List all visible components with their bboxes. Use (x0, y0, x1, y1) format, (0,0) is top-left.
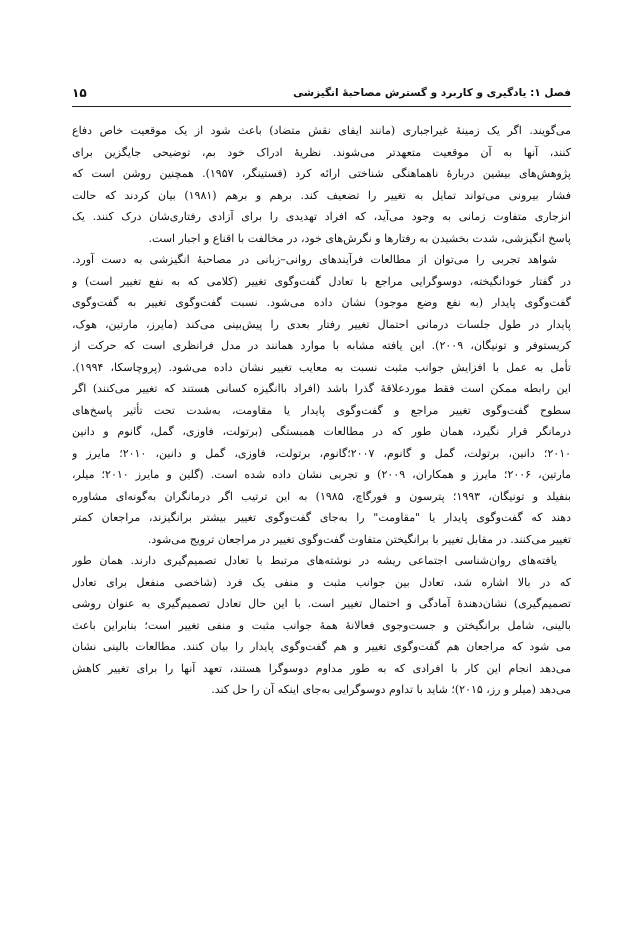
text-line: ۲۰۱۰؛ دانین، برتولت، گمل و گانوم، ۲۰۰۷؛گانوم، برتولت، فاوزی، گمل و دانین، ۲۰۱۰؛ مایرز و (72, 446, 571, 460)
text-line: این رابطه ممکن است فقط موردعلاقهٔ گذرا باشد (افراد باانگیزه کسانی هستند که تغییر می‌کنند) اگر (72, 382, 571, 395)
text-line: کنند، آنها به آن موقعیت متعهدتر می‌شوند. نظریهٔ ادراک خود بم، توضیحی جایگزین برای (72, 145, 571, 159)
text-line: پایدار در طول جلسات درمانی احتمال تغییر رفتار بعدی را پیش‌بینی می‌کند (مایرز، مارتین، هوک، (72, 317, 571, 331)
text-line: کریستوفر و تونیگان، ۲۰۰۹). این یافته مشابه با موارد همانند در مدل فرانظری است که حرکت از (72, 339, 571, 352)
text-line: بالینی، شامل برانگیختن و جست‌وجوی فعالانهٔ همهٔ جوانب مثبت و منفی تغییر است؛ بنابراین باعث (72, 618, 571, 632)
text-line: که در بالا اشاره شد، تعادل بین جوانب مثبت و منفی یک فرد (شاخصی منفعل برای تعادل (72, 575, 571, 589)
text-line: سطوح گفت‌وگوی تغییر مراجع و گفت‌وگوی پایدار یا مقاومت، به‌شدت تحت تأثیر پاسخ‌های (72, 403, 571, 417)
text-line: می شود که مراجعان هم گفت‌وگوی تغییر و هم گفت‌وگوی پایدار را بیان کنند. مطالعات بالینی نشان (72, 640, 571, 653)
page-header (72, 86, 571, 100)
text-line: تأمل به عمل با افزایش جوانب مثبت نسبت به معایب تغییر نشان داده می‌شود. (پروچاسکا، ۱۹۹۴). (72, 360, 571, 374)
text-line: در گفتار خودانگیخته، دوسوگرایی مراجع با تعادل گفت‌وگوی تغییر (کلامی که به نفع تغییر است) و (72, 274, 571, 288)
paragraph-1 (72, 120, 571, 249)
paragraph-2 (72, 249, 571, 550)
text-line: مارتین، ۲۰۰۶؛ مایرز و همکاران، ۲۰۰۹) و تجربی نشان داده شده است. (گلین و مایرز ۲۰۱۰؛ میلر، (72, 468, 571, 481)
paragraph-3 (72, 550, 571, 701)
text-line: فشار بیرونی می‌تواند تمایل به تغییر را تضعیف کند. برهم و برهم (۱۹۸۱) بیان کردند که حالت (72, 188, 571, 202)
text-line: شواهد تجربی را می‌توان از مطالعات فرآیندهای روانی–زبانی در مصاحبهٔ انگیزشی به دست آورد. (72, 253, 557, 266)
text-line: می‌دهد انجام این کار با افرادی که به طور مداوم دوسوگرا هستند، تعهد آنها را برای تغییر کاهش (72, 661, 571, 675)
running-title: فصل ۱: یادگیری و کاربرد و گسترش مصاحبهٔ انگیزشی (293, 87, 571, 99)
text-line: بنفیلد و تونیگان، ۱۹۹۳؛ پترسون و فورگاچ، ۱۹۸۵) به این ترتیب اگر درمانگران به‌گونه‌ای مشاوره (72, 489, 571, 503)
text-line: یافته‌های روان‌شناسی اجتماعی ریشه در نوشته‌های مرتبط با تعادل تصمیم‌گیری دارند. همان طور (72, 554, 557, 567)
text-line: پاسخ انگیزشی، شدت بخشیدن به رفتارها و نگرش‌های خود، در مخالفت با اقناع و اجبار است. (148, 231, 571, 245)
page-number: ۱۵ (72, 86, 87, 100)
text-line: پژوهش‌های بیشین دربارهٔ ناهماهنگی شناختی ارائه کرد (فستینگر، ۱۹۵۷). همچنین روشن است که (72, 167, 571, 180)
text-line: تغییر می‌کنند. در مقابل تغییر با برانگیختن متفاوت گفت‌وگوی تغییر در مراجعان ترویج می‌شود. (147, 532, 571, 546)
text-line: می‌گویند. اگر یک زمینهٔ غیراجباری (مانند ایفای نقش متضاد) باعث شود از یک موقعیت خاص دفاع (72, 124, 571, 137)
text-line: تصمیم‌گیری) نشان‌دهندهٔ آمادگی و احتمال تغییر است. با این حال تعادل تصمیم‌گیری به عنوان روشی (72, 597, 571, 610)
text-line: می‌دهد (میلر و رز، ۲۰۱۵)؛ شاید با تداوم دوسوگرایی به‌جای اینکه آن را حل کند. (211, 683, 571, 696)
text-line: دهند که گفت‌وگوی پایدار یا "مقاومت" را به‌جای گفت‌وگوی تغییر بیشتر برانگیزند، مراجعان کمتر (72, 511, 571, 524)
body-text (72, 120, 571, 701)
text-line: درمانگر قرار نگیرد، همان طور که در مطالعات همبستگی (برتولت، فاوزی، گمل، گانوم و دانین (72, 425, 571, 438)
header-rule (72, 106, 571, 107)
text-line: انزجاری متفاوت زمانی به وجود می‌آید، که افراد تهدیدی را برای آزادی رفتاری‌شان درک کنند. یک (72, 210, 571, 223)
text-line: گفت‌وگوی پایدار (به نفع وضع موجود) نشان داده می‌شود. نسبت گفت‌وگوی تغییر به گفت‌وگوی (72, 296, 571, 309)
